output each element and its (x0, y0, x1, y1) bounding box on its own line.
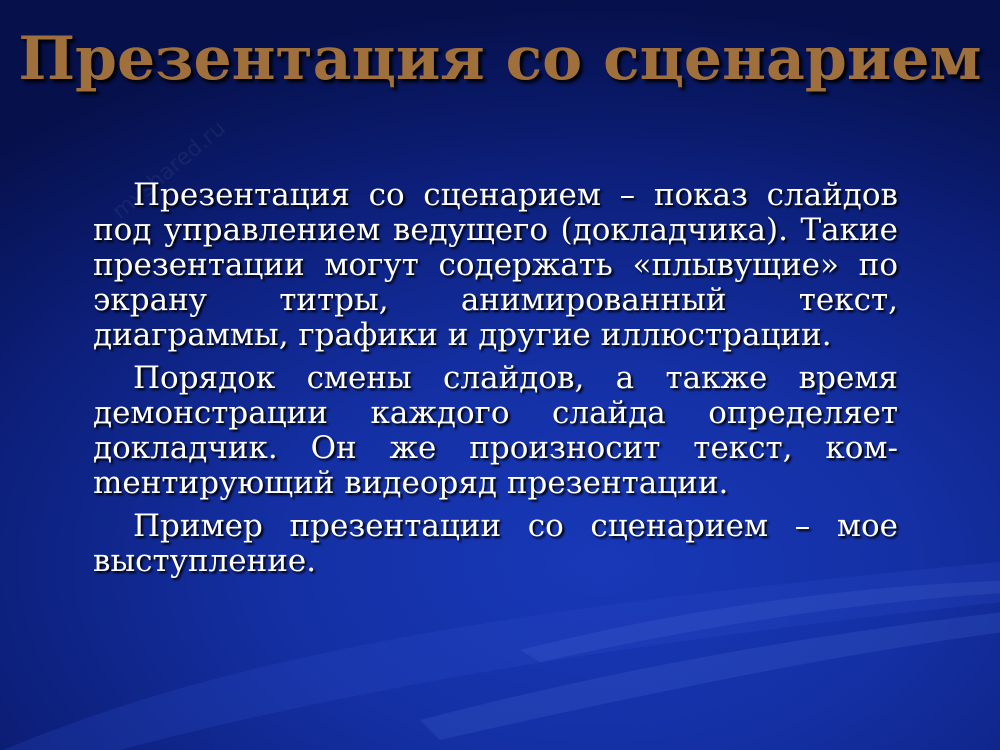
slide-title: Презентация со сценарием (18, 24, 982, 94)
paragraph-definition: Презентация со сценарием – показ слайдов под управлением ведущего (докладчика). Такие презентации могут содержать «плывущие» по экрану титры, анимированный текст, диаграммы, графики и другие иллюстрации. (93, 177, 898, 353)
paragraph-order: Порядок смены слайдов, а также время демонстрации каждого слайда определяет докладчик. Он же произносит текст, комmентирующий видеоряд презентации. (93, 360, 898, 501)
slide-body (93, 178, 898, 587)
paragraph-example: Пример презентации со сценарием – мое выступление. (93, 508, 898, 579)
watermark-text: myshared.ru (107, 115, 231, 225)
